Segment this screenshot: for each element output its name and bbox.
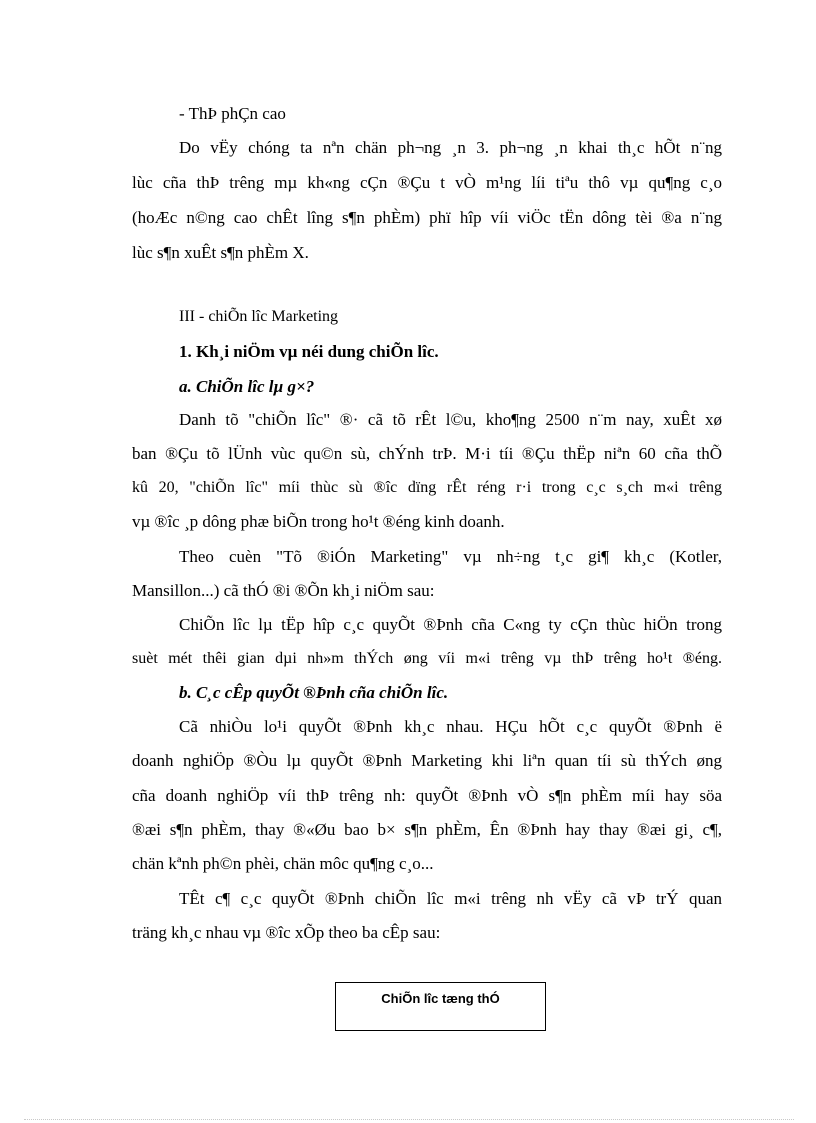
paragraph-line: Danh tõ "chiÕn lîc" ®· cã tõ rÊt l©u, kho¶ng 2500 n¨m nay, xuÊt xø xyxy=(179,410,722,429)
sub-subsection-heading-b: b. C¸c cÊp quyÕt ®Þnh cña chiÕn lîc. xyxy=(179,683,449,702)
bullet-market-share: - ThÞ phÇn cao xyxy=(179,104,286,123)
paragraph-line: träng kh¸c nhau vµ ®îc xÕp theo ba cÊp sau: xyxy=(132,923,441,942)
paragraph-line: ChiÕn lîc lµ tËp hîp c¸c quyÕt ®Þnh cña C«ng ty cÇn thùc hiÖn trong xyxy=(179,615,722,634)
paragraph-line: kû 20, "chiÕn lîc" míi thùc sù ®îc dïng rÊt réng r·i trong c¸c s¸ch m«i trêng xyxy=(132,479,722,496)
paragraph-line: (hoÆc n©ng cao chÊt lîng s¶n phÈm) phï hîp víi viÖc tËn dông tèi ®a n¨ng xyxy=(132,208,722,227)
strategy-level-box-label: ChiÕn lîc tæng thÓ xyxy=(381,991,500,1006)
section-heading: III - chiÕn lîc Marketing xyxy=(179,308,339,325)
paragraph-line: ®æi s¶n phÈm, thay ®«Øu bao b× s¶n phÈm, Ên ®Þnh hay thay ®æi gi¸ c¶, xyxy=(132,820,722,839)
paragraph-line: Mansillon...) cã thÓ ®i ®Õn kh¸i niÖm sau: xyxy=(132,581,435,600)
paragraph-line: vµ ®îc ¸p dông phæ biÕn trong ho¹t ®éng kinh doanh. xyxy=(132,512,505,531)
sub-subsection-heading-a: a. ChiÕn lîc lµ g×? xyxy=(179,377,315,396)
paragraph-line: suèt mét thêi gian dµi nh»m thÝch øng víi m«i trêng vµ thÞ trêng ho¹t ®éng. xyxy=(132,650,722,667)
paragraph-line: Cã nhiÒu lo¹i quyÕt ®Þnh kh¸c nhau. HÇu hÕt c¸c quyÕt ®Þnh ë xyxy=(179,717,722,736)
paragraph-line: cña doanh nghiÖp víi thÞ trêng nh: quyÕt ®Þnh vÒ s¶n phÈm míi hay söa xyxy=(132,786,722,805)
paragraph-line: chän kªnh ph©n phèi, chän môc qu¶ng c¸o... xyxy=(132,854,434,873)
paragraph-line: lùc s¶n xuÊt s¶n phÈm X. xyxy=(132,243,309,262)
paragraph-line: Do vËy chóng ta nªn chän ph¬ng ¸n 3. ph¬ng ¸n khai th¸c hÕt n¨ng xyxy=(179,138,722,157)
strategy-level-box xyxy=(335,982,546,1031)
paragraph-line: lùc cña thÞ trêng mµ kh«ng cÇn ®Çu t vÒ m¹ng líi tiªu thô vµ qu¶ng c¸o xyxy=(132,173,722,192)
page-bottom-divider xyxy=(24,1119,794,1120)
subsection-heading: 1. Kh¸i niÖm vµ néi dung chiÕn lîc. xyxy=(179,342,439,361)
paragraph-line: TÊt c¶ c¸c quyÕt ®Þnh chiÕn lîc m«i trêng nh vËy cã vÞ trÝ quan xyxy=(179,889,722,908)
paragraph-line: Theo cuèn "Tõ ®iÓn Marketing" vµ nh÷ng t¸c gi¶ kh¸c (Kotler, xyxy=(179,547,722,566)
paragraph-line: doanh nghiÖp ®Òu lµ quyÕt ®Þnh Marketing khi liªn quan tíi sù thÝch øng xyxy=(132,751,722,770)
paragraph-line: ban ®Çu tõ lÜnh vùc qu©n sù, chÝnh trÞ. M·i tíi ®Çu thËp niªn 60 cña thÕ xyxy=(132,444,722,463)
